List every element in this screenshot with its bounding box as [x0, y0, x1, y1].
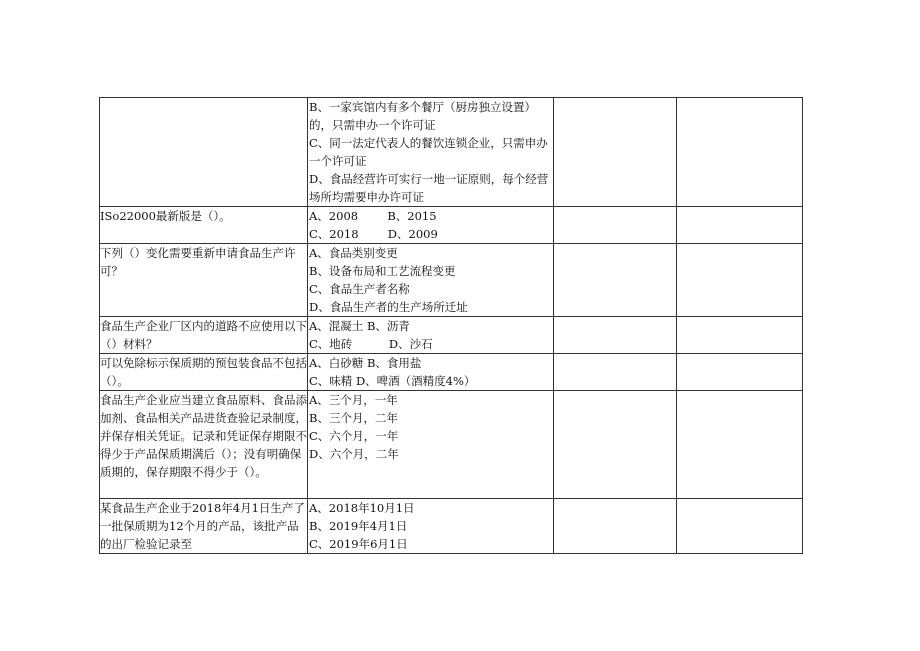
option-text: A、2018年10月1日: [309, 501, 415, 515]
empty-cell: [554, 98, 677, 207]
question-cell: 某食品生产企业于2018年4月1日生产了一批保质期为12个月的产品，该批产品的出厂检验记录至: [100, 499, 308, 554]
empty-cell: [554, 499, 677, 554]
option-text: C、地砖 D、沙石: [309, 337, 433, 351]
empty-cell: [677, 354, 803, 391]
question-cell: [100, 98, 308, 207]
question-cell: 食品生产企业厂区内的道路不应使用以下（）材料？: [100, 317, 308, 354]
table-row: [100, 317, 803, 354]
options-cell: [308, 244, 554, 317]
option-text: A、2008 B、2015: [309, 209, 437, 223]
table-row: [100, 207, 803, 244]
option-text: B、2019年4月1日: [309, 519, 408, 533]
option-text: B、一家宾馆内有多个餐厅（厨房独立设置）的，只需申办一个许可证: [309, 100, 536, 132]
empty-cell: [554, 244, 677, 317]
option-text: A、食品类别变更: [309, 246, 398, 260]
option-text: A、三个月，一年 B、三个月，二年 C、六个月，一年 D、六个月，二年: [309, 393, 402, 461]
table-row: [100, 354, 803, 391]
option-text: A、白砂糖 B、食用盐: [309, 356, 422, 370]
options-cell: [308, 317, 554, 354]
empty-cell: [677, 98, 803, 207]
empty-cell: [554, 317, 677, 354]
option-text: C、2018 D、2009: [309, 227, 438, 241]
question-cell: 可以免除标示保质期的预包装食品不包括（）。: [100, 354, 308, 391]
empty-cell: [554, 207, 677, 244]
empty-cell: [554, 391, 677, 499]
table-row: [100, 499, 803, 554]
question-cell: 食品生产企业应当建立食品原料、食品添加剂、食品相关产品进货查验记录制度，并保存相关凭证。记录和凭证保存期限不得少于产品保质期满后（）；没有明确保质期的，保存期限不得少于（）。: [100, 391, 308, 499]
option-text: C、味精 D、啤酒（酒精度4%）: [309, 374, 476, 388]
option-text: A、混凝土 B、沥青: [309, 319, 410, 333]
question-cell: ISo22000最新版是（）。: [100, 207, 308, 244]
options-cell: [308, 98, 554, 207]
table-row: [100, 98, 803, 207]
table-row: [100, 244, 803, 317]
option-text: B、设备布局和工艺流程变更: [309, 264, 456, 278]
empty-cell: [677, 317, 803, 354]
option-text: C、2019年6月1日: [309, 537, 408, 551]
options-cell: [308, 354, 554, 391]
options-cell: [308, 207, 554, 244]
option-text: D、食品经营许可实行一地一证原则，每个经营场所均需要申办许可证: [309, 172, 549, 204]
empty-cell: [554, 354, 677, 391]
options-cell: [308, 499, 554, 554]
question-cell: 下列（）变化需要重新申请食品生产许可？: [100, 244, 308, 317]
table-row: [100, 391, 803, 499]
empty-cell: [677, 244, 803, 317]
question-table: [99, 97, 803, 554]
options-cell: [308, 391, 554, 499]
empty-cell: [677, 391, 803, 499]
option-text: C、同一法定代表人的餐饮连锁企业，只需申办一个许可证: [309, 136, 548, 168]
empty-cell: [677, 207, 803, 244]
options-wrap: [308, 391, 420, 463]
option-text: D、食品生产者的生产场所迁址: [309, 300, 468, 314]
option-text: C、食品生产者名称: [309, 282, 410, 296]
empty-cell: [677, 499, 803, 554]
